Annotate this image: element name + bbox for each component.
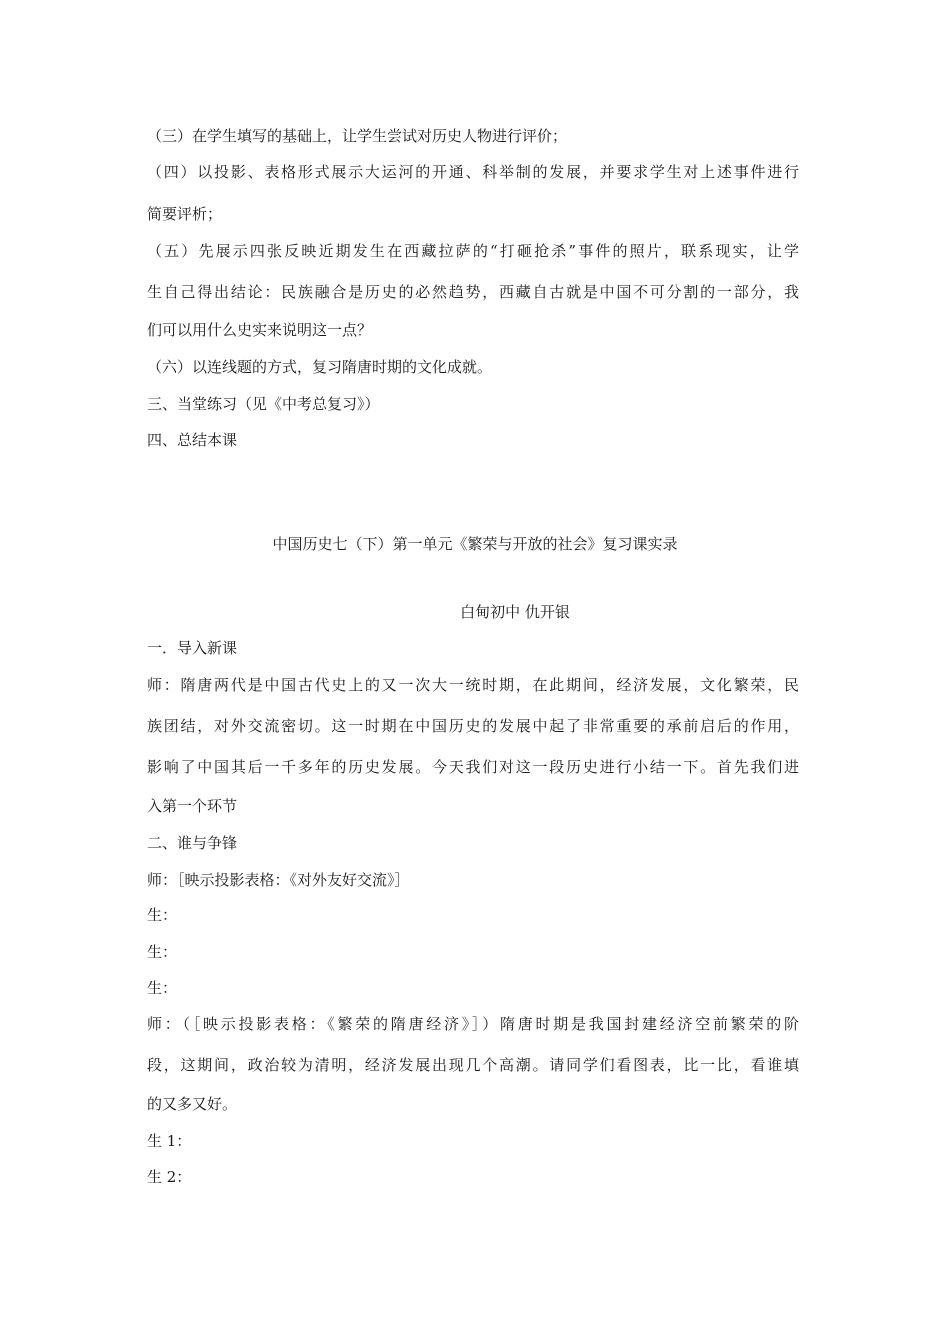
item-6: （六）以连线题的方式，复习隋唐时期的文化成就。 — [147, 358, 493, 376]
record-author: 白甸初中 仇开银 — [460, 603, 570, 621]
student-line-1: 生： — [147, 906, 178, 924]
intro-line-2: 族团结，对外交流密切。这一时期在中国历史的发展中起了非常重要的承前启后的作用， — [147, 717, 799, 735]
student-2-line: 生 2： — [147, 1168, 192, 1186]
teacher-line-2a: 师：（［映示投影表格：《繁荣的隋唐经济》］）隋唐时期是我国封建经济空前繁荣的阶 — [147, 1015, 799, 1033]
item-4-line-2: 简要评析； — [147, 205, 223, 223]
intro-line-1: 师：隋唐两代是中国古代史上的又一次大一统时期，在此期间，经济发展，文化繁荣，民 — [147, 676, 799, 694]
item-5-line-1: （五）先展示四张反映近期发生在西藏拉萨的“打砸抢杀”事件的照片，联系现实，让学 — [147, 242, 799, 260]
intro-line-4: 入第一个环节 — [147, 797, 238, 815]
student-line-3: 生： — [147, 979, 178, 997]
record-title: 中国历史七（下）第一单元《繁荣与开放的社会》复习课实录 — [272, 535, 678, 553]
heading-competition: 二、谁与争锋 — [147, 834, 238, 852]
heading-intro: 一．导入新课 — [147, 639, 238, 657]
student-line-2: 生： — [147, 943, 178, 961]
item-4-line-1: （四）以投影、表格形式展示大运河的开通、科举制的发展，并要求学生对上述事件进行 — [147, 163, 799, 181]
section-3: 三、当堂练习（见《中考总复习》） — [147, 395, 380, 413]
teacher-line-1: 师：［映示投影表格：《对外友好交流》］ — [147, 871, 410, 889]
item-3: （三）在学生填写的基础上，让学生尝试对历史人物进行评价； — [147, 127, 568, 145]
intro-line-3: 影响了中国其后一千多年的历史发展。今天我们对这一段历史进行小结一下。首先我们进 — [147, 758, 799, 776]
item-5-line-2: 生自己得出结论：民族融合是历史的必然趋势，西藏自古就是中国不可分割的一部分，我 — [147, 283, 799, 301]
item-5-line-3: 们可以用什么史实来说明这一点？ — [147, 321, 373, 339]
section-4: 四、总结本课 — [147, 431, 238, 449]
teacher-line-2b: 段，这期间，政治较为清明，经济发展出现几个高潮。请同学们看图表，比一比，看谁填 — [147, 1056, 799, 1074]
student-1-line: 生 1： — [147, 1132, 192, 1150]
teacher-line-2c: 的又多又好。 — [147, 1095, 238, 1113]
